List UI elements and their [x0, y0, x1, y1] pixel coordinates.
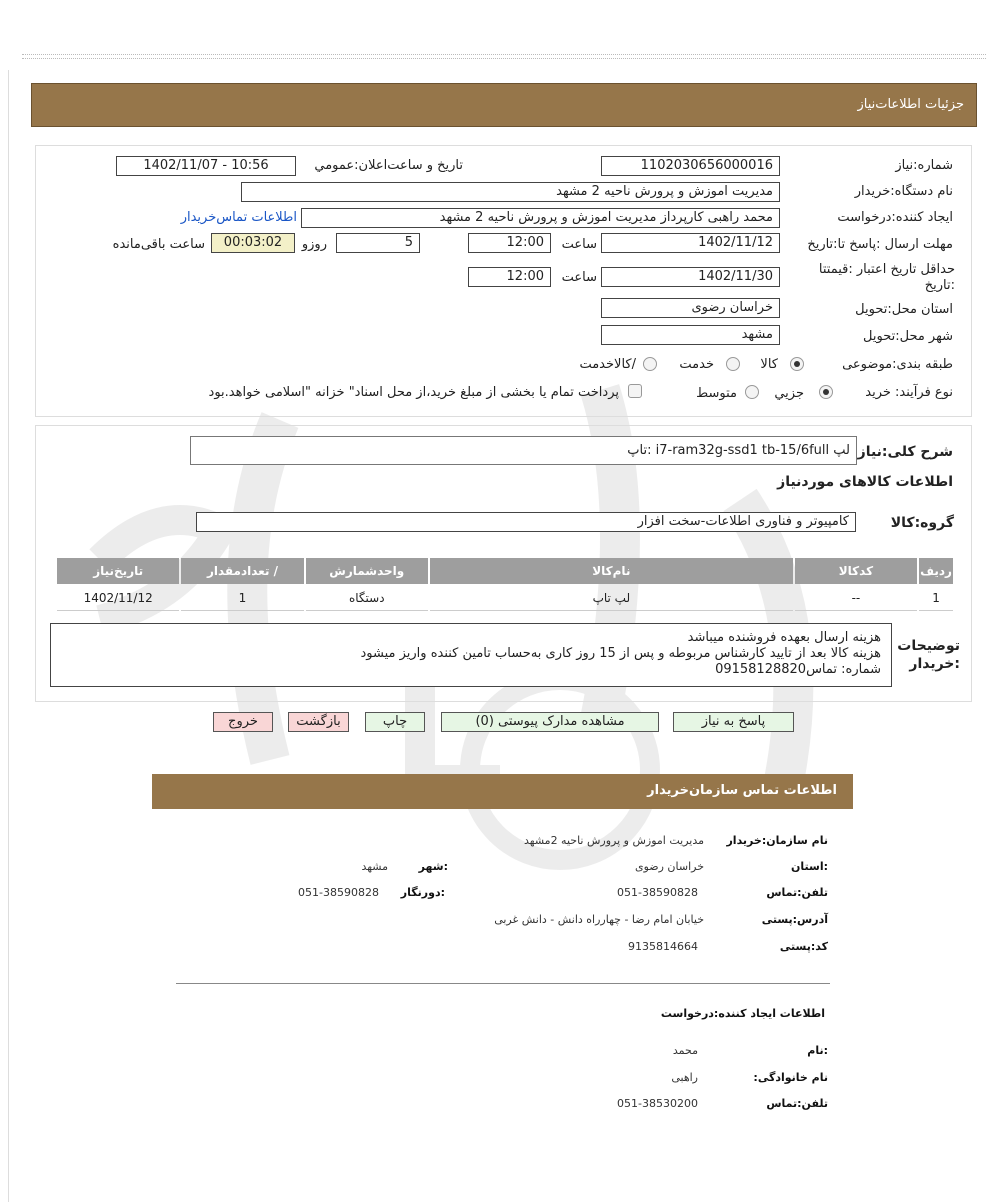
category-label: طبقه بندی:موضوعی: [842, 357, 953, 372]
postal-value: 9135814664: [628, 940, 698, 953]
creator-field: محمد راهبی کارپرداز مدیریت اموزش و پرورش ناحیه 2 مشهد: [301, 208, 780, 228]
creator-phone-value: 051-38530200: [617, 1097, 698, 1110]
contact-province-value: خراسان رضوی: [634, 860, 704, 873]
payment-note: پرداخت تمام یا بخشی از مبلغ خرید،از محل اسناد" خزانه "اسلامی خواهد.بود: [208, 385, 619, 400]
province-label: استان محل:تحویل: [855, 302, 953, 317]
notes-label-2: :خریدار: [909, 656, 960, 672]
contact-divider: [176, 983, 830, 984]
need-number-field: 1102030656000016: [601, 156, 780, 176]
city-field: مشهد: [601, 325, 780, 345]
cell-quantity: 1: [181, 586, 303, 611]
announce-field: 1402/11/07 - 10:56: [116, 156, 296, 176]
left-border: [8, 70, 9, 1202]
creator-label: ایجاد کننده:درخواست: [837, 210, 953, 225]
creator-name-label: :نام: [807, 1044, 828, 1057]
notes-box: [50, 623, 892, 687]
address-label: آدرس:پستی: [761, 913, 828, 926]
org-label: نام سازمان:خریدار: [726, 834, 828, 847]
notes-line-3: شماره: تماس09158128820: [715, 662, 881, 677]
buyer-contact-link[interactable]: اطلاعات تماس‌خریدار: [180, 210, 297, 225]
category-radio-both[interactable]: [643, 357, 657, 371]
validity-time-label: ساعت: [561, 270, 597, 285]
creator-family-value: راهبی: [671, 1071, 698, 1084]
category-option-goods: کالا: [760, 357, 778, 372]
page-header: [31, 83, 977, 127]
cell-code: --: [795, 586, 917, 611]
days-field: 5: [336, 233, 420, 253]
remaining-label: ساعت باقی‌مانده: [112, 237, 205, 252]
contact-section-title: اطلاعات تماس سازمان‌خریدار: [647, 783, 837, 798]
creator-family-label: نام خانوادگی:: [753, 1071, 828, 1084]
exit-button[interactable]: خروج: [213, 712, 273, 732]
deadline-time-field: 12:00: [468, 233, 551, 253]
days-label: روزو: [301, 237, 327, 252]
deadline-time-label: ساعت: [561, 237, 597, 252]
notes-line-2: هزینه کالا بعد از تایید کارشناس مربوطه و پس از 15 روز کاری به‌حساب تامین کننده واریز میشود: [360, 646, 881, 661]
items-table: [55, 556, 955, 613]
buyer-label: نام دستگاه:خریدار: [854, 184, 953, 199]
fax-label: :دورنگار: [400, 886, 445, 899]
notes-label: توضیحات: [897, 638, 960, 654]
contact-phone-label: تلفن:تماس: [766, 886, 828, 899]
category-option-both: /کالاخدمت: [579, 357, 636, 372]
back-button[interactable]: بازگشت: [288, 712, 349, 732]
contact-phone-value: 051-38590828: [617, 886, 698, 899]
process-label: نوع فرآیند: خرید: [865, 385, 953, 400]
org-value: مدیریت اموزش و پرورش ناحیه 2مشهد: [524, 834, 704, 847]
validity-label-2: :تاریخ: [924, 278, 955, 293]
items-table-header: [57, 558, 953, 584]
goods-section-title: اطلاعات کالاهای موردنیاز: [777, 474, 953, 490]
print-button[interactable]: چاپ: [365, 712, 425, 732]
creator-name-value: محمد: [672, 1044, 698, 1057]
page-title: جزئیات اطلاعات‌نیاز: [857, 97, 964, 112]
need-number-label: شماره:نیاز: [895, 158, 953, 173]
summary-field: لپ i7-ram32g-ssd1 tb-15/6full :تاپ: [190, 436, 857, 465]
category-option-service: خدمت: [679, 357, 714, 372]
process-option-small: جزیي: [774, 386, 804, 401]
creator-phone-label: تلفن:تماس: [766, 1097, 828, 1110]
contact-city-value: مشهد: [361, 860, 388, 873]
contact-city-label: :شهر: [418, 860, 448, 873]
deadline-label: مهلت ارسال :پاسخ تا:تاریخ: [807, 237, 953, 252]
col-name: نام‌کالا: [430, 558, 793, 584]
validity-date-field: 1402/11/30: [601, 267, 780, 287]
col-row: ردیف: [919, 558, 953, 584]
cell-name: لپ تاپ: [430, 586, 793, 611]
deadline-date-field: 1402/11/12: [601, 233, 780, 253]
process-radio-medium[interactable]: [745, 385, 759, 399]
reply-button[interactable]: پاسخ به نیاز: [673, 712, 794, 732]
validity-label: حداقل تاریخ اعتبار :قیمتتا: [818, 262, 955, 277]
remaining-time-field: 00:03:02: [211, 233, 295, 253]
process-option-medium: متوسط: [696, 386, 737, 401]
validity-time-field: 12:00: [468, 267, 551, 287]
contact-section-header: [152, 774, 853, 809]
announce-label: تاریخ و ساعت‌اعلان:عمومي: [314, 158, 463, 173]
fax-value: 051-38590828: [298, 886, 379, 899]
address-value: خیابان امام رضا - چهارراه دانش - دانش غربی: [494, 913, 704, 926]
buyer-field: مدیریت اموزش و پرورش ناحیه 2 مشهد: [241, 182, 780, 202]
col-code: کدکالا: [795, 558, 917, 584]
category-radio-service[interactable]: [726, 357, 740, 371]
cell-row: 1: [919, 586, 953, 611]
postal-label: کد:پستی: [779, 940, 828, 953]
city-label: شهر محل:تحویل: [863, 329, 953, 344]
cell-date: 1402/11/12: [57, 586, 179, 611]
notes-line-1: هزینه ارسال بعهده فروشنده میباشد: [687, 630, 881, 645]
cell-unit: دستگاه: [306, 586, 428, 611]
col-date: تاریخ‌نیاز: [57, 558, 179, 584]
process-radio-small[interactable]: [819, 385, 833, 399]
category-radio-goods[interactable]: [790, 357, 804, 371]
summary-label: شرح کلی:نیاز: [857, 444, 953, 460]
col-unit: واحدشمارش: [306, 558, 428, 584]
contact-province-label: :استان: [791, 860, 828, 873]
attachments-button[interactable]: مشاهده مدارک پیوستی (0): [441, 712, 659, 732]
top-divider: [22, 54, 986, 59]
creator-info-title: اطلاعات ایجاد کننده:درخواست: [660, 1007, 825, 1020]
goods-group-field: کامپیوتر و فناوری اطلاعات-سخت افزار: [196, 512, 856, 532]
col-quantity: / تعدادمقدار: [181, 558, 303, 584]
province-field: خراسان رضوی: [601, 298, 780, 318]
table-row: [57, 586, 953, 611]
goods-group-label: گروه:کالا: [890, 515, 954, 531]
treasury-checkbox[interactable]: [628, 384, 642, 398]
